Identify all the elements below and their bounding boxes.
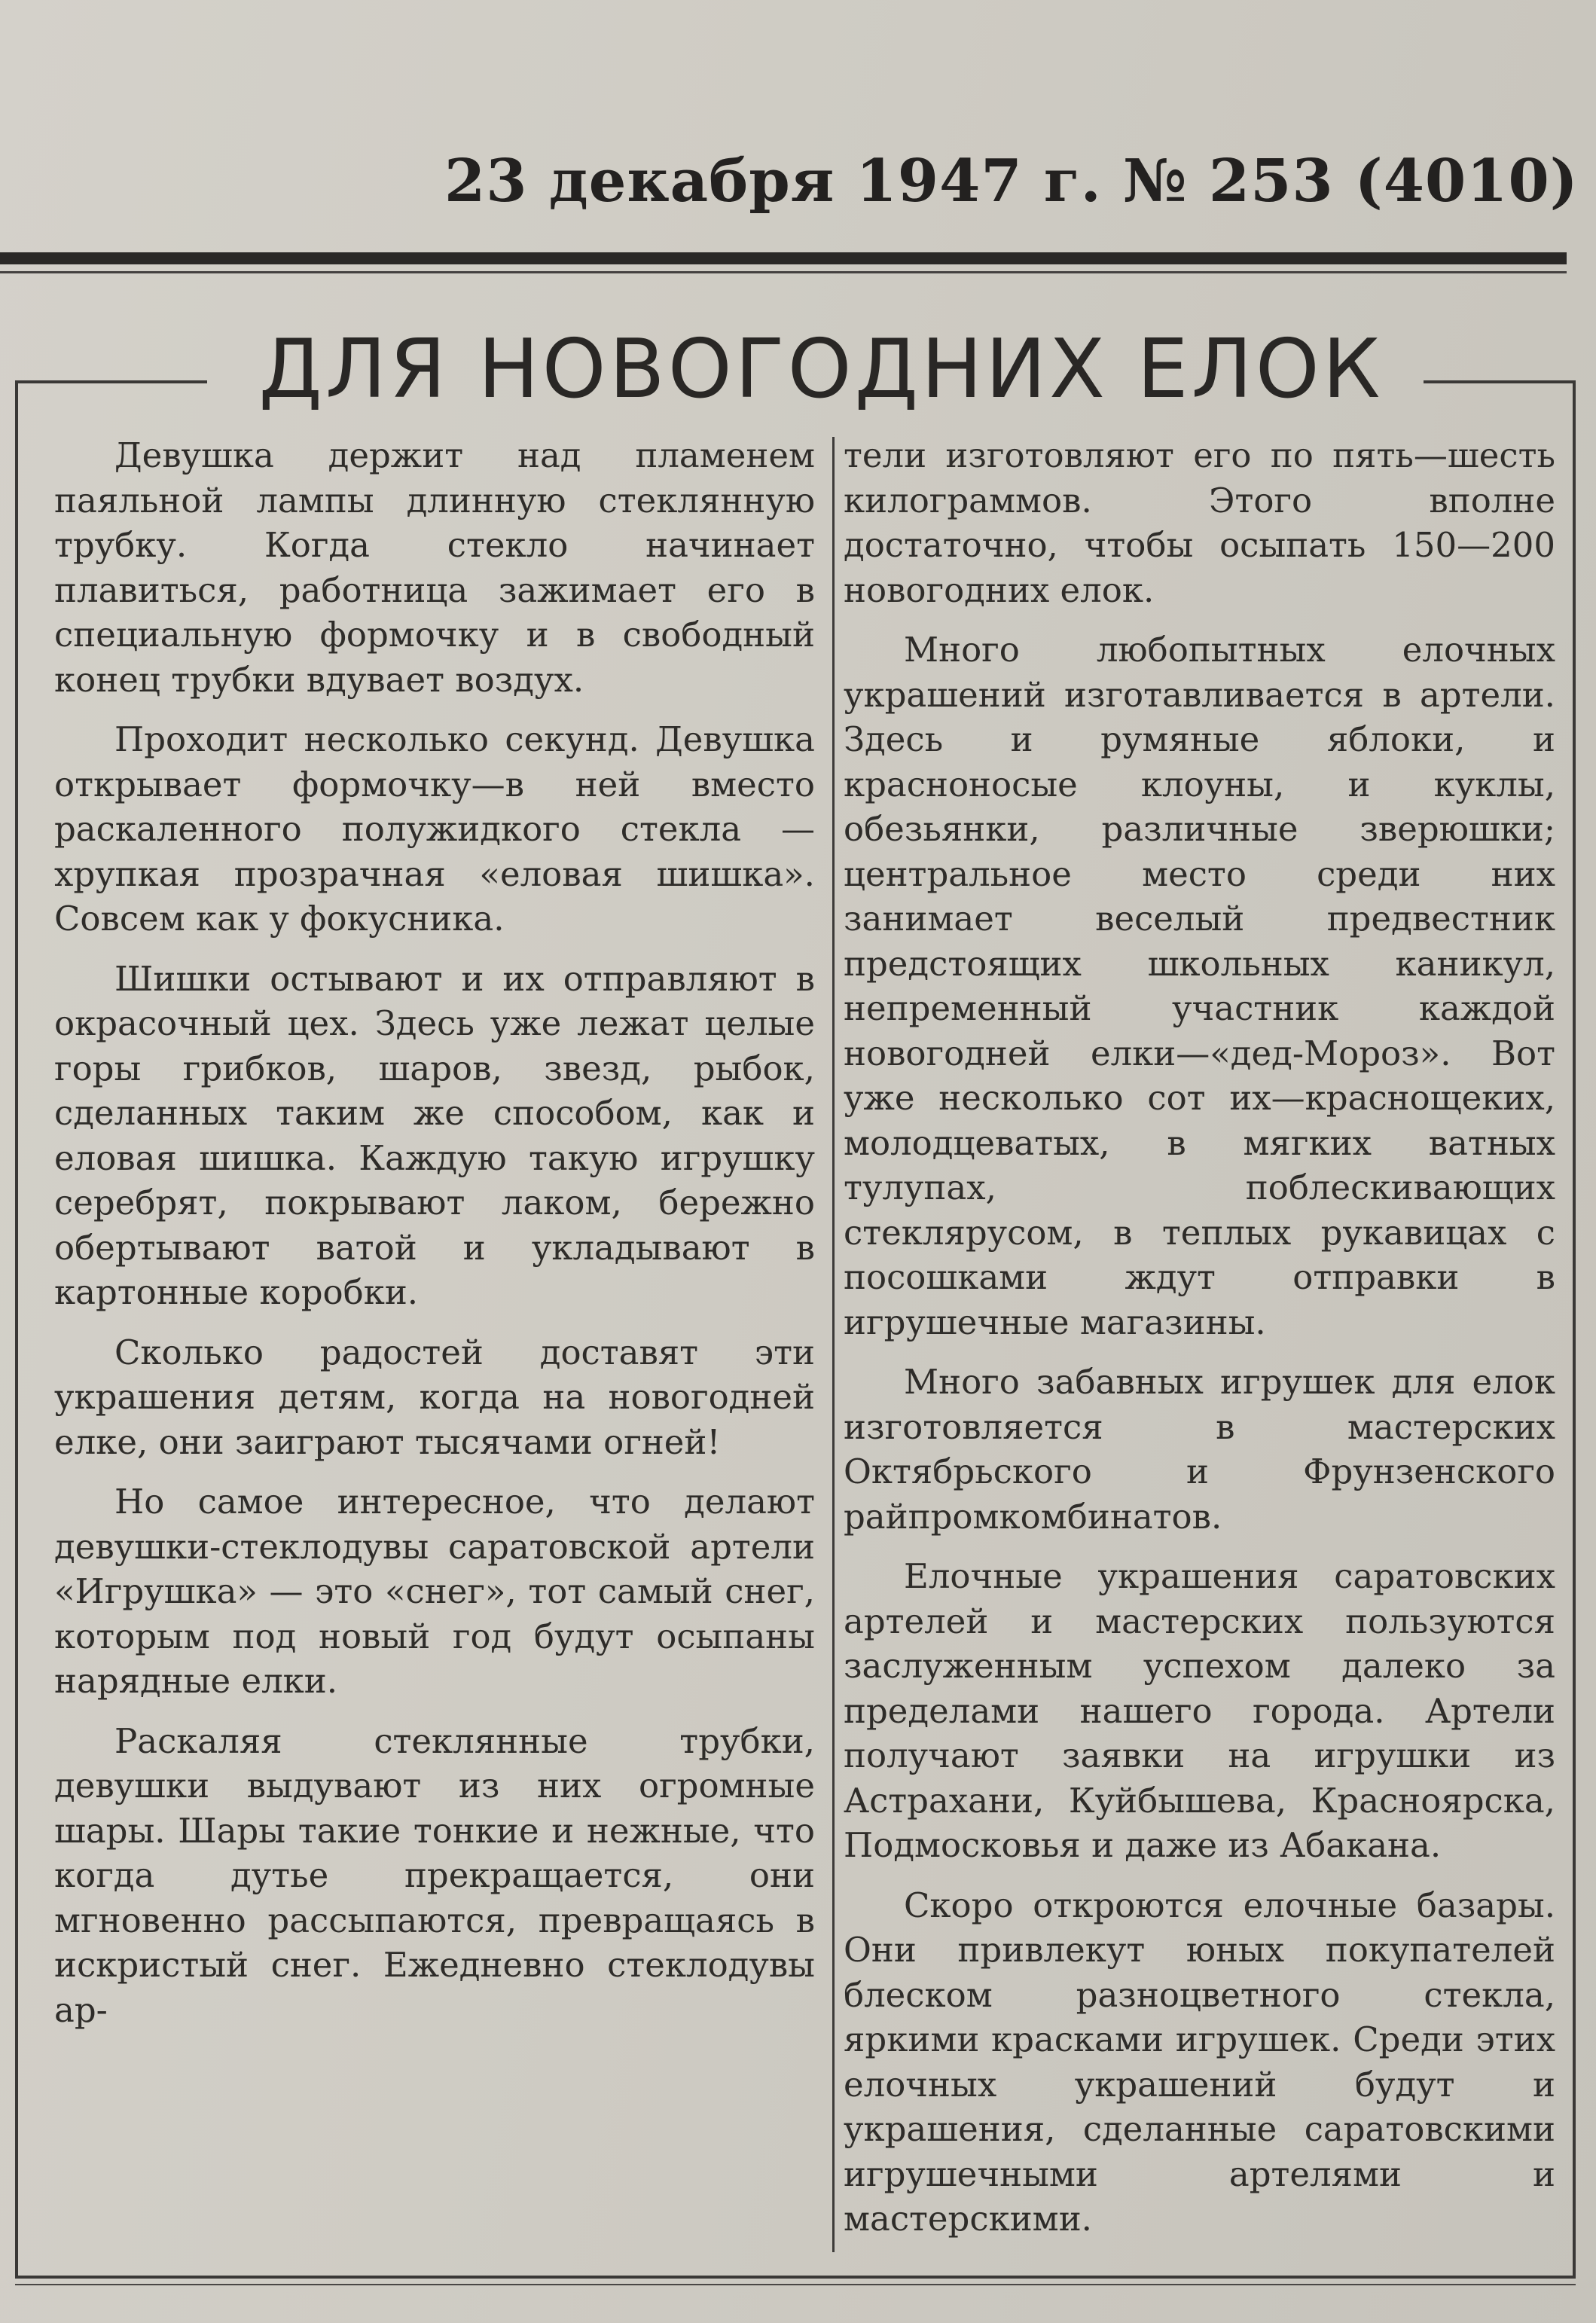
frame-left-rule [15, 380, 18, 2279]
article-paragraph-continuation: тели изготовляют его по пять—шесть килограммов. Этого вполне достаточно, чтобы осыпать 150—200 новогодних елок. [844, 435, 1555, 610]
frame-right-rule [1573, 380, 1576, 2279]
article-paragraph: Раскаляя стеклянные трубки, девушки выдувают из них огромные шары. Шары такие тонкие и нежные, что когда дутье прекращается, они мгновенно рассыпаются, превращаясь в искристый снег. Ежедневно стеклодувы ар- [54, 1720, 815, 2030]
frame-top-left-rule [15, 380, 207, 383]
article-paragraph: Но самое интересное, что делают девушки-стеклодувы саратовской артели «Игрушка» — это «снег», тот самый снег, которым под новый год будут осыпаны нарядные елки. [54, 1482, 815, 1701]
article-paragraph: Много любопытных елочных украшений изготавливается в артели. Здесь и румяные яблоки, и красноносые клоуны, и куклы, обезьянки, различные зверюшки; центральное место среди них занимает веселый предвестник предстоящих школьных каникул, непременный участник каждой новогодней елки—«дед-Мороз». Вот уже несколько сот их—краснощеких, молодцеватых, в мягких ватных тулупах, поблескивающих стеклярусом, в теплых рукавицах с посошками ждут отправки в игрушечные магазины. [844, 630, 1555, 1342]
article-paragraph: Скоро откроются елочные базары. Они привлекут юных покупателей блеском разноцветного стекла, яркими красками игрушек. Среди этих елочных украшений будут и украшения, сделанные саратовскими игрушечными артелями и мастерскими. [844, 1885, 1555, 2239]
article-paragraph: Много забавных игрушек для елок изготовляется в мастерских Октябрьского и Фрунзенского райпромкомбинатов. [844, 1362, 1555, 1537]
article-paragraph: Проходит несколько секунд. Девушка открывает формочку—в ней вместо раскаленного полужидкого стекла — хрупкая прозрачная «еловая шишка». Совсем как у фокусника. [54, 719, 815, 939]
column-divider [832, 437, 835, 2252]
issue-date-line: 23 декабря 1947 г. № 253 (4010) [444, 147, 1579, 215]
frame-top-right-rule [1424, 380, 1576, 383]
article-paragraph: Сколько радостей доставят эти украшения детям, когда на новогодней елке, они заиграют тысячами огней! [54, 1332, 815, 1462]
frame-bottom-rule [15, 2276, 1576, 2279]
top-rule [0, 252, 1567, 264]
top-rule-thin [0, 271, 1567, 273]
article-paragraph: Елочные украшения саратовских артелей и мастерских пользуются заслуженным успехом далеко за пределами нашего города. Артели получают заявки на игрушки из Астрахани, Куйбышева, Красноярска, Подмосковья и даже из Абакана. [844, 1556, 1555, 1865]
article-paragraph: Девушка держит над пламенем паяльной лампы длинную стеклянную трубку. Когда стекло начинает плавиться, работница зажимает его в специальную формочку и в свободный конец трубки вдувает воздух. [54, 435, 815, 700]
frame-bottom-rule-thin [15, 2284, 1576, 2285]
article-left-column [54, 433, 815, 2047]
article-headline: ДЛЯ НОВОГОДНИХ ЕЛОК [258, 322, 1384, 417]
article-right-column [844, 433, 1555, 2257]
article-paragraph: Шишки остывают и их отправляют в окрасочный цех. Здесь уже лежат целые горы грибков, шаров, звезд, рыбок, сделанных таким же способом, как и еловая шишка. Каждую такую игрушку серебрят, покрывают лаком, бережно обертывают ватой и укладывают в картонные коробки. [54, 958, 815, 1312]
